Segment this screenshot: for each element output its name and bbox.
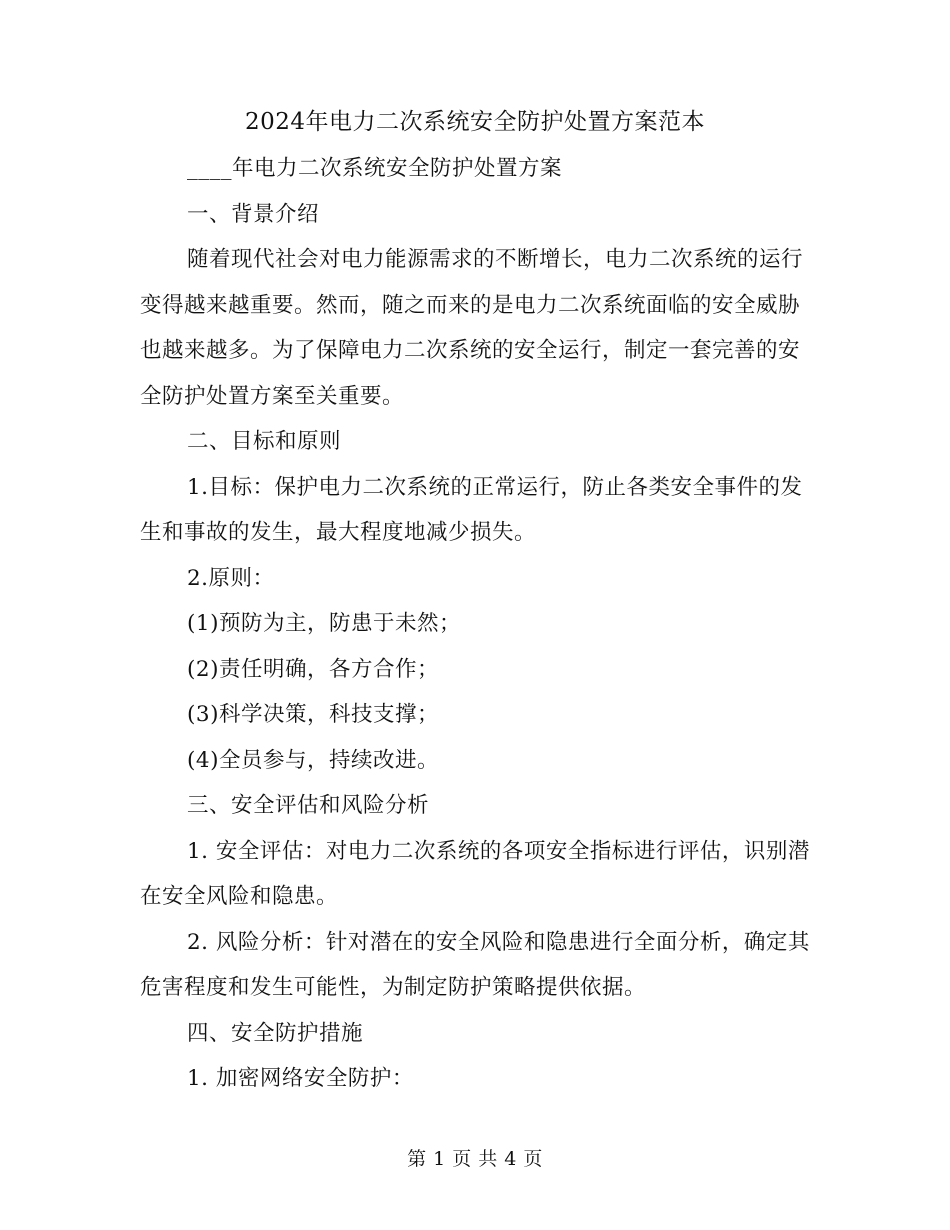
section-heading-assessment: 三、安全评估和风险分析 xyxy=(187,793,430,818)
list-item-principle-3: (3)科学决策，科技支撑； xyxy=(187,702,439,727)
paragraph-risk-analysis: 2. 风险分析：针对潜在的安全风险和隐患进行全面分析，确定其危害程度和发生可能性，为制定防护策略提供依据。 xyxy=(140,929,810,1000)
list-item-principle-2: (2)责任明确，各方合作； xyxy=(187,656,439,682)
paragraph-background: 随着现代社会对电力能源需求的不断增长，电力二次系统的运行变得越来越重要。然而，随之而来的是电力二次系统面临的安全威胁也越来越多。为了保障电力二次系统的安全运行，制定一套完善的安全防护处置方案至关重要。 xyxy=(140,247,804,409)
list-item-principle-4: (4)全员参与，持续改进。 xyxy=(187,747,439,773)
section-heading-background: 一、背景介绍 xyxy=(187,201,320,227)
document-title: 2024年电力二次系统安全防护处置方案范本 xyxy=(244,109,706,135)
subtitle-paragraph: ____年电力二次系统安全防护处置方案 xyxy=(187,156,563,181)
page-footer: 第 1 页 共 4 页 xyxy=(407,1148,543,1170)
list-item-principle-1: (1)预防为主，防患于未然； xyxy=(187,611,461,636)
paragraph-assessment: 1. 安全评估：对电力二次系统的各项安全指标进行评估，识别潜在安全风险和隐患。 xyxy=(140,838,810,909)
paragraph-encryption: 1. 加密网络安全防护： xyxy=(187,1066,414,1091)
section-heading-measures: 四、安全防护措施 xyxy=(187,1020,364,1046)
paragraph-principles: 2.原则： xyxy=(187,565,275,591)
paragraph-goal: 1.目标：保护电力二次系统的正常运行，防止各类安全事件的发生和事故的发生，最大程度地减少损失。 xyxy=(140,474,803,545)
section-heading-goals: 二、目标和原则 xyxy=(187,429,342,454)
document-body xyxy=(140,146,810,1102)
